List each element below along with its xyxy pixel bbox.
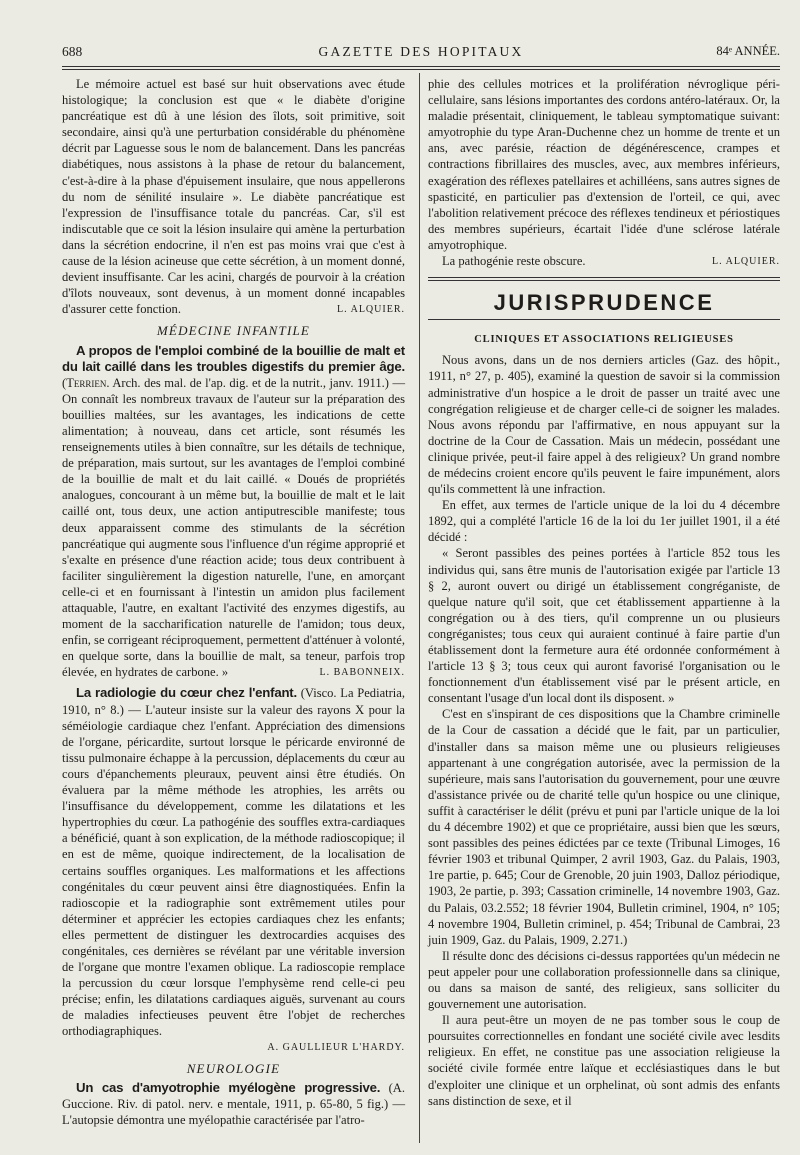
article-body: — On connaît les nombreux travaux de l'auteur sur la préparation des bouillies maltées, sur les avantages, les indications de cette alimentation; à nouveau, dans cet article, sont résumés les renseignements utiles à bien connaître, sur les détails de technique, de préparation, mais surtout, sur les avantages de l'emploi combiné de la bouillie de malt et du lait caillé. « Doués de propriétés analogues, concourant à un même but, la bouillie de malt et le lait caillé ont, tous deux, une action antiputrescible manifeste; tous deux apparaissent comme des stimulants de la sécrétion pancréatique qui augmente sous l'influence d'un régime approprié et s'exalte en présence d'une réaction acide; tous deux contribuent à faciliter singulièrement la digestion naturelle, l'une, en amorçant celle-ci et en fournissant à l'intestin un amidon plus facilement attaquable, l'autre, en exaltant l'activité des enzymes digestifs, au moment de la saccharification naturelle de l'amidon; tous deux, enfin, se corrigeant réciproquement, permettent d'atténuer à volonté, en quelque sorte, dans la bouillie de malt, sa teneur, parfois trop élevée, en hydrates de carbone. »: [62, 375, 405, 680]
article-author: Terrien: [66, 375, 107, 390]
subsection-heading: CLINIQUES ET ASSOCIATIONS RELIGIEUSES: [474, 334, 734, 346]
header-rule: [62, 66, 780, 70]
journal-title: GAZETTE DES HOPITAUX: [318, 44, 524, 59]
article-body: — L'autopsie démontra une myélopathie caractérisée par l'atro-: [62, 1096, 406, 1127]
article-radiology: [62, 685, 405, 1039]
signature: L. ALQUIER.: [337, 304, 405, 316]
signature: A. GAULLIEUR L'HARDY.: [267, 1041, 405, 1053]
jurisprudence-paragraph: En effet, aux termes de l'article unique de la loi du 4 décembre 1892, qui a complété l'article 16 de la loi du 1er juillet 1901, il a été décidé :: [428, 498, 780, 545]
article-title: La radiologie du cœur chez l'enfant.: [76, 685, 297, 701]
page-header: [62, 44, 780, 64]
left-column: [62, 76, 405, 1128]
article-title: A propos de l'emploi combiné de la bouillie de malt et du lait caillé dans les troubles digestifs du premier âge.: [62, 342, 405, 374]
right-column: [428, 76, 780, 1109]
signature: L. BABONNEIX.: [319, 667, 405, 679]
article-reference: (A. Guccione. Riv. di patol. nerv. e mentale, 1911, p. 65-80, 5 fig.): [62, 1080, 405, 1111]
section-heading-neurology: NEUROLOGIE: [186, 1060, 281, 1076]
article-amyotrophy: [62, 1080, 405, 1128]
page-number: 688: [62, 44, 83, 59]
column-divider: [419, 73, 420, 1143]
section-rule: [428, 277, 780, 281]
law-quote: « Seront passibles des peines portées à l'article 852 tous les individus qui, sans être munis de l'autorisation exigée par l'article 13 § 2, auront ouvert ou dirigé un établissement congréganiste, de quelque nature qu'il soit, que cet établissement appartienne à la congrégation ou à des tiers, qu'il comprenne un ou plusieurs congréganistes; tous ceux qui auraient continué à faire partie d'un établissement dont la fermeture aura été ordonnée conformément à l'article 13 § 3; tous ceux qui auront favorisé l'organisation ou le fonctionnement d'un établissement visé par le présent article, en consentant l'usage d'un local dont ils disposent. »: [428, 546, 780, 706]
jurisprudence-paragraph: Il résulte donc des décisions ci-dessus rapportées qu'un médecin ne peut appeler pour une collaboration professionnelle dans sa clinique, ou dans sa maison de santé, des religieux, sans solliciter du gouvernement une autorisation.: [428, 948, 780, 1012]
signature: L. ALQUIER.: [712, 256, 780, 268]
article-malt: A propos de l'emploi combiné de la bouillie de malt et du lait caillé dans les troubles digestifs du premier âge. (Terrien. Arch. des mal. de l'ap. dig. et de la nutrit., janv. 1911.) — On connaît les nombreux travaux de l'auteur sur la préparation des bouillies maltées, sur les avantages, les indications de cette alimentation; à nouveau, dans cet article, sont résumés les renseignements utiles à bien connaître, sur les détails de technique, de préparation, mais surtout, sur les avantages de l'emploi combiné de la bouillie de malt et du lait caillé. « Doués de propriétés analogues, concourant à un même but, la bouillie de malt et le lait caillé ont, tous deux, une action antiputrescible manifeste; tous deux apparaissent comme des stimulants de la sécrétion pancréatique qui augmente sous l'influence d'un régime approprié et s'exalte en présence d'une réaction acide; tous deux contribuent à faciliter singulièrement la digestion naturelle, l'une, en amorçant celle-ci et en fournissant à l'intestin un amidon plus facilement attaquable, l'autre, en exaltant l'activité des enzymes digestifs, au moment de la saccharification naturelle de l'amidon; tous deux, enfin, se corrigeant réciproquement, permettent d'atténuer à volonté, en quelque sorte, dans la bouillie de malt, sa teneur, parfois trop élevée, en hydrates de carbone. » L. BABONNEIX.: [62, 343, 405, 681]
article-reference: Arch. des mal. de l'ap. dig. et de la nutrit., janv. 1911.): [112, 375, 389, 390]
section-rule: [428, 319, 780, 320]
section-heading-jurisprudence: JURISPRUDENCE: [493, 290, 715, 316]
diabetes-paragraph: Le mémoire actuel est basé sur huit observations avec étude histologique; la conclusion est que « le diabète d'origine pancréatique est dû à une lésion des îlots, soit primitive, soit secondaire, ainsi qu'à une perturbation considérable du phénomène décrit par Laguesse sous le nom de balancement. Dans les pancréas diabétiques, nous assistons à la phase de retour du balancement, c'est-à-dire à la phase d'épuisement insulaire, que nous appellerons du nom de sénilité insulaire ». Le diabète pancréatique est l'expression de l'insuffisance totale du pancréas. Car, s'il est indiscutable que ce soit la lésion insulaire qui amène la perturbation dans la sécrétion endocrine, il n'en est pas moins vrai que c'est à cause de la lésion acineuse que cette sécrétion, à un moment donné, devient insuffisante. Car les acini, chargés de pourvoir à la création d'îlots nouveaux, sont devenus, à un moment donné incapables d'assurer cette fonction. L. ALQUIER.: [62, 76, 405, 317]
article-reference: (Visco. La Pediatria, 1910, n° 8.): [62, 686, 405, 717]
jurisprudence-paragraph: C'est en s'inspirant de ces dispositions que la Chambre criminelle de la Cour de cassation a décidé que le fait, par un particulier, d'installer dans sa maison même une ou plusieurs religieuses appartenant à une congrégation autorisée, avec la permission de la supérieure, mais sans l'autorisation du gouvernement, pour une œuvre d'assistance privée ou de charité telle qu'un hospice ou une clinique, suffit à caractériser le délit (prévu et puni par l'article unique de la loi du 4 décembre 1902) et que ce propriétaire, aussi bien que les sœurs, sont passibles des peines édictées par ce texte (Tribunal Limoges, 16 février 1903 et tribunal Quimper, 2 avril 1903, Gaz. du Palais, 1903, 1re partie, p. 645; Cour de Grenoble, 20 juin 1903, Dalloz périodique, 1903, 2e partie, p. 393; Cassation criminelle, 14 novembre 1903, Gaz. du Palais, 03.2.552; 18 février 1904, Bulletin criminel, 1904, n° 105; 4 novembre 1904, Bulletin criminel, p. 454; Tribunal de Cambrai, 23 juin 1909, Gaz. du Palais, 1909, 2.271.): [428, 707, 780, 947]
amyotrophy-continuation: phie des cellules motrices et la prolifération névroglique péri-cellulaire, sans lésions importantes des cordons antéro-latéraux. Or, la maladie présentait, cliniquement, le tableau symptomatique suivant: amyotrophie du type Aran-Duchenne chez un homme de trente et un ans, avec parésie, réaction de dégénérescence, crampes et contractions fibrillaires des muscles, avec, aux membres inférieurs, exagération des réflexes patellaires et achilléens, sans autres signes de spasticité, en particulier pas d'extension de l'orteil, ce qui, avec l'abolition relativement précoce des réflexes tendineux et périostiques des membres supérieurs, écartait l'idée d'une sclérose latérale amyotrophique.: [428, 77, 780, 252]
section-heading-pediatrics: MÉDECINE INFANTILE: [156, 323, 311, 339]
journal-year: 84ᵉ ANNÉE.: [716, 44, 780, 58]
article-title: Un cas d'amyotrophie myélogène progressive.: [76, 1079, 381, 1095]
jurisprudence-paragraph: Il aura peut-être un moyen de ne pas tomber sous le coup de poursuites correctionnelles en fondant une société civile avec lesdits religieux. En effet, ne constitue pas une association religieuse la société civile formée entre laïque et ecclésiastiques dans le but d'exploiter une clinique et un orphelinat, où sont admis des enfants sans distinction de sexe, et il: [428, 1013, 780, 1108]
jurisprudence-paragraph: Nous avons, dans un de nos derniers articles (Gaz. des hôpit., 1911, n° 27, p. 405), examiné la question de savoir si la commission administrative d'un hospice a le droit de passer un traité avec une congrégation religieuse et de charger celle-ci de soigner les malades. Nous avons répondu par l'affirmative, en nous appuyant sur la doctrine de la Cour de Cassation. Mais un médecin, possédant une clinique privée, peut-il faire appel à des religieux? Un grand nombre de médecins croient encore qu'ils peuvent le faire impunément, alors qu'ils commettent là une infraction.: [428, 353, 780, 497]
article-body: — L'auteur insiste sur la valeur des rayons X pour la séméiologie cardiaque chez l'enfant. Appréciation des dimensions de l'organe, péricardite, surtout lorsque le péricarde environné de tissu pulmonaire échappe à la percussion, déplacements du cœur au cours d'épanchements pleuraux, peuvent ainsi être étudiés. On évaluera par la même méthode les atrophies, les arrêts ou l'insuffisance du développement, comme les dilatations et les hypertrophies du cœur. La pathogénie des souffles extra-cardiaques a bénéficié, quant à son explication, de la méthode radioscopique; il en est de même, quoique indirectement, de la localisation de certains souffles organiques. Les malformations et les affections congénitales du cœur peuvent ainsi être diagnostiquées. Enfin la radioscopie et la radiographie sont extrêmement utiles pour déterminer et apprécier les ectopies cardiaques chez les enfants; elles permettent de distinguer les dextrocardies acquises des congénitales, ces dernières se révélant par une véritable inversion de l'organe que montre l'examen oblique. La radioscopie remplace la percussion du cœur lorsque l'emphysème rend celle-ci peu précise; enfin, les dilatations cardiaques aiguës, survenant au cours de maladies infectieuses peuvent être l'objet de recherches orthodiagraphiques.: [62, 702, 405, 1039]
pathogenesis-paragraph: La pathogénie reste obscure. L. ALQUIER.: [428, 253, 780, 269]
